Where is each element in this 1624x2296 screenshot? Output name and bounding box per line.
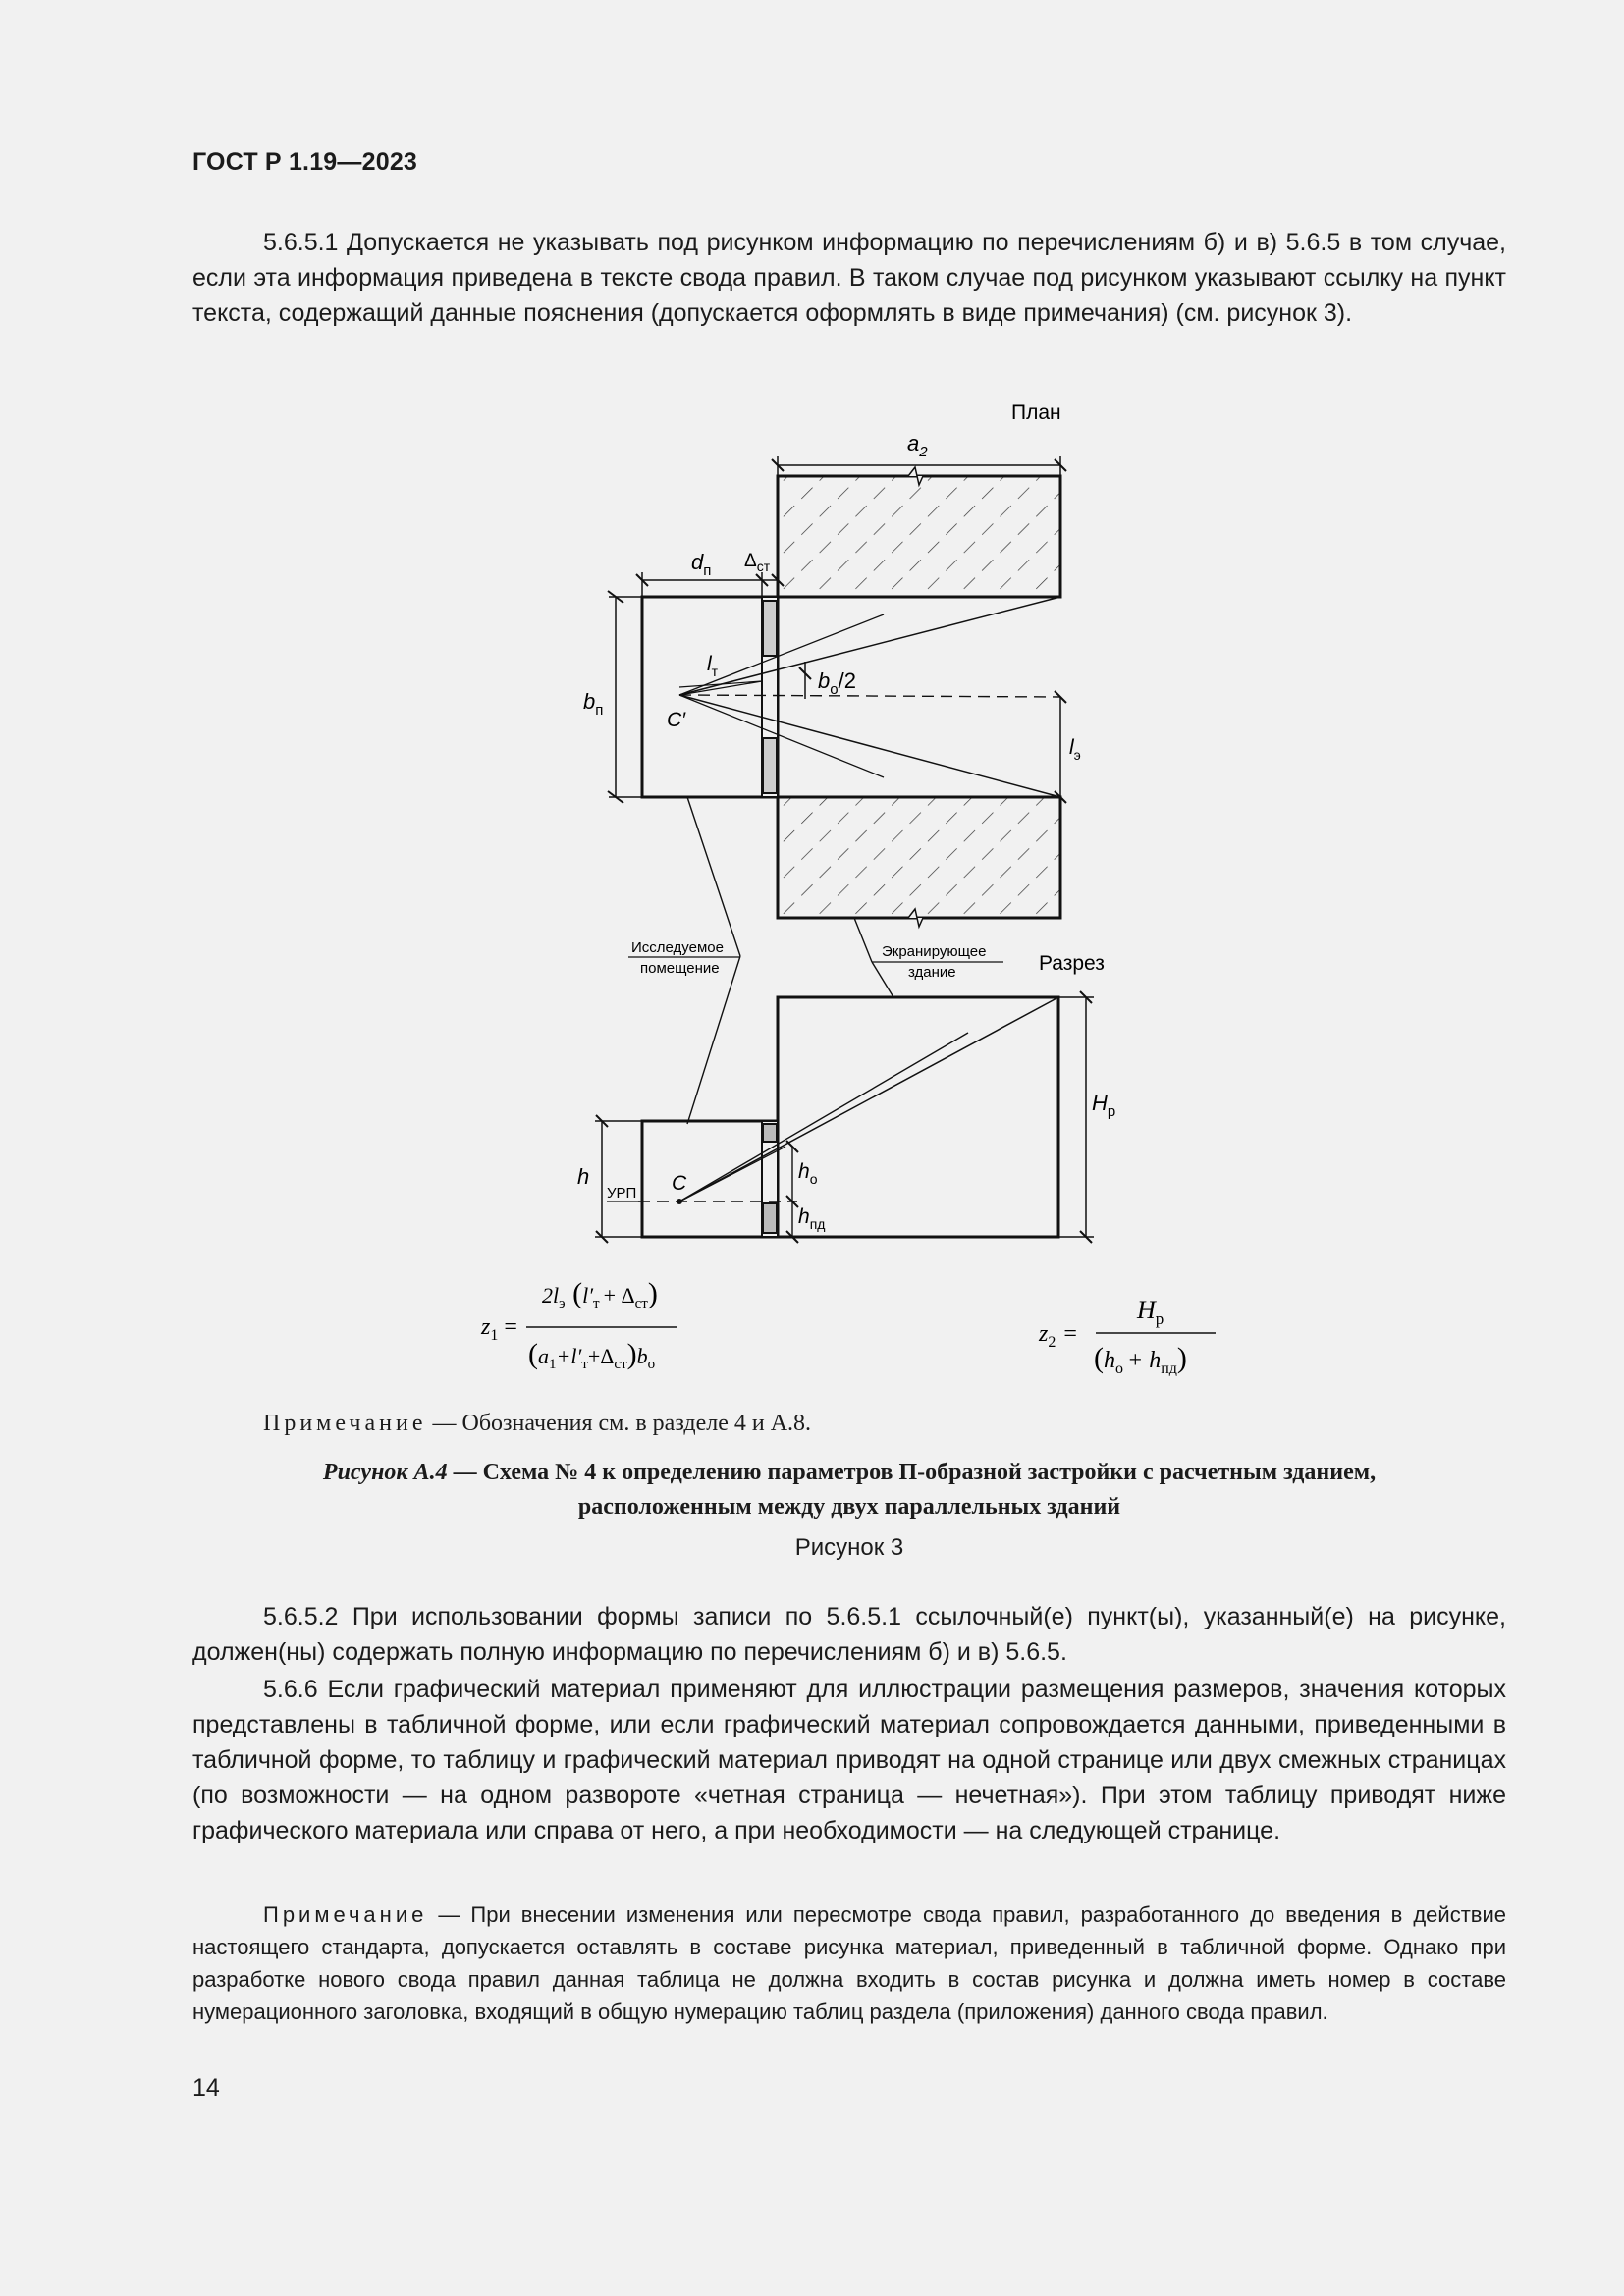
screen-building-section <box>778 997 1058 1237</box>
paragraph-5-6-5-2: 5.6.5.2 При использовании формы записи по 5.6.5.1 ссылочный(е) пункт(ы), указанный(е) на рисунке, должен(ны) содержать полную информацию по перечислениям б) и в) 5.6.5. <box>192 1603 1506 1666</box>
bottom-note: Примечание — При внесении изменения или пересмотре свода правил, разработанного до введения в действие настоящего стандарта, допускается оставлять в составе рисунка материал, приведенный в табличной форме. Однако при разработке нового свода правил данная таблица не должна входить в состав рисунка и должна иметь номер в составе нумерационного заголовка, входящий в общую нумерацию таблиц раздела (приложения) данного свода правил. <box>192 1902 1506 2024</box>
svg-text:z2=: $z_2$ = <box>1039 1321 1077 1351</box>
dimension-delta: $\Delta_{ст}$ <box>744 551 771 574</box>
svg-text:z1=: $z_1$ = <box>481 1314 517 1344</box>
room-section <box>642 1121 778 1237</box>
window-plan-top <box>763 601 777 656</box>
formula-z1 <box>480 1277 677 1372</box>
formula-z2 <box>1038 1296 1216 1377</box>
document-header: ГОСТ Р 1.19—2023 <box>192 148 418 176</box>
window-plan-bottom <box>763 738 777 793</box>
screen-building-bottom <box>778 797 1060 918</box>
label-hpd: $h_{пд}$ <box>798 1205 826 1232</box>
room-label-line2: помещение <box>640 960 720 977</box>
svg-text:Hр: $H_р$ <box>1137 1296 1164 1328</box>
label-le: $l_э$ <box>1069 736 1081 763</box>
label-lt: $l_т$ <box>707 653 719 679</box>
label-hp: $H_р$ <box>1092 1091 1116 1120</box>
svg-text:(hо+ hпд): $(h_о + h_{пд})$ <box>1094 1342 1187 1377</box>
paragraph-5-6-6: 5.6.6 Если графический материал применяют для иллюстрации размещения размеров, значения которых представлены в табличной форме, или если графический материал сопровождается данными, приведенными в табличной форме, то таблицу и графический материал приводят на одной странице или двух смежных страницах (по возможности — на одном развороте «четная страница — нечетная»). При этом таблицу приводят ниже графического материала или справа от него, а при необходимости — на следующей странице. <box>192 1676 1506 1844</box>
label-c: C <box>672 1172 687 1195</box>
dimension-d: $d_п$ <box>691 550 712 579</box>
paragraph-5-6-5-1: 5.6.5.1 Допускается не указывать под рисунком информацию по перечислениям б) и в) 5.6.5 в том случае, если эта информация приведена в тексте свода правил. В таком случае под рисунком указывают ссылку на пункт текста, содержащий данные пояснения (допускается оформлять в виде примечания) (см. рисунок 3). <box>192 229 1506 327</box>
label-urp: УРП <box>607 1185 637 1201</box>
label-c-prime: C′ <box>667 709 686 731</box>
dimension-a2: $a_2$ <box>907 431 928 460</box>
window-section-bottom <box>763 1203 777 1233</box>
figure-caption: Рисунок А.4 — Схема № 4 к определению параметров П-образной застройки с расчетным зданием, расположенным между двух параллельных зданий <box>322 1460 1377 1520</box>
figure-number: Рисунок 3 <box>794 1534 904 1561</box>
screen-label-line2: здание <box>908 964 956 981</box>
label-ho: $h_о$ <box>798 1160 818 1187</box>
plan-label: План <box>1011 401 1061 424</box>
screen-building-top <box>778 476 1060 597</box>
label-bo-half: $b_о/2$ <box>818 668 856 698</box>
dimension-b: $b_п$ <box>583 689 604 719</box>
section-label: Разрез <box>1039 952 1105 975</box>
screen-label-line1: Экранирующее <box>882 943 987 960</box>
room-plan <box>642 597 778 797</box>
svg-text:2lэ (l′т+ Δст): $2l_э$ $(l'_т + \Delta_{ст})$ <box>542 1277 658 1311</box>
figure-note: Примечание — Обозначения см. в разделе 4 и А.8. <box>263 1411 812 1436</box>
label-h: h <box>577 1164 590 1189</box>
page-number: 14 <box>192 2074 220 2102</box>
room-label-line1: Исследуемое <box>631 939 724 956</box>
window-section-top <box>763 1124 777 1142</box>
svg-text:(a1+l′т+Δст)bо: $(a_1+l'_т+\Delta_{ст})b_о$ <box>528 1338 656 1372</box>
